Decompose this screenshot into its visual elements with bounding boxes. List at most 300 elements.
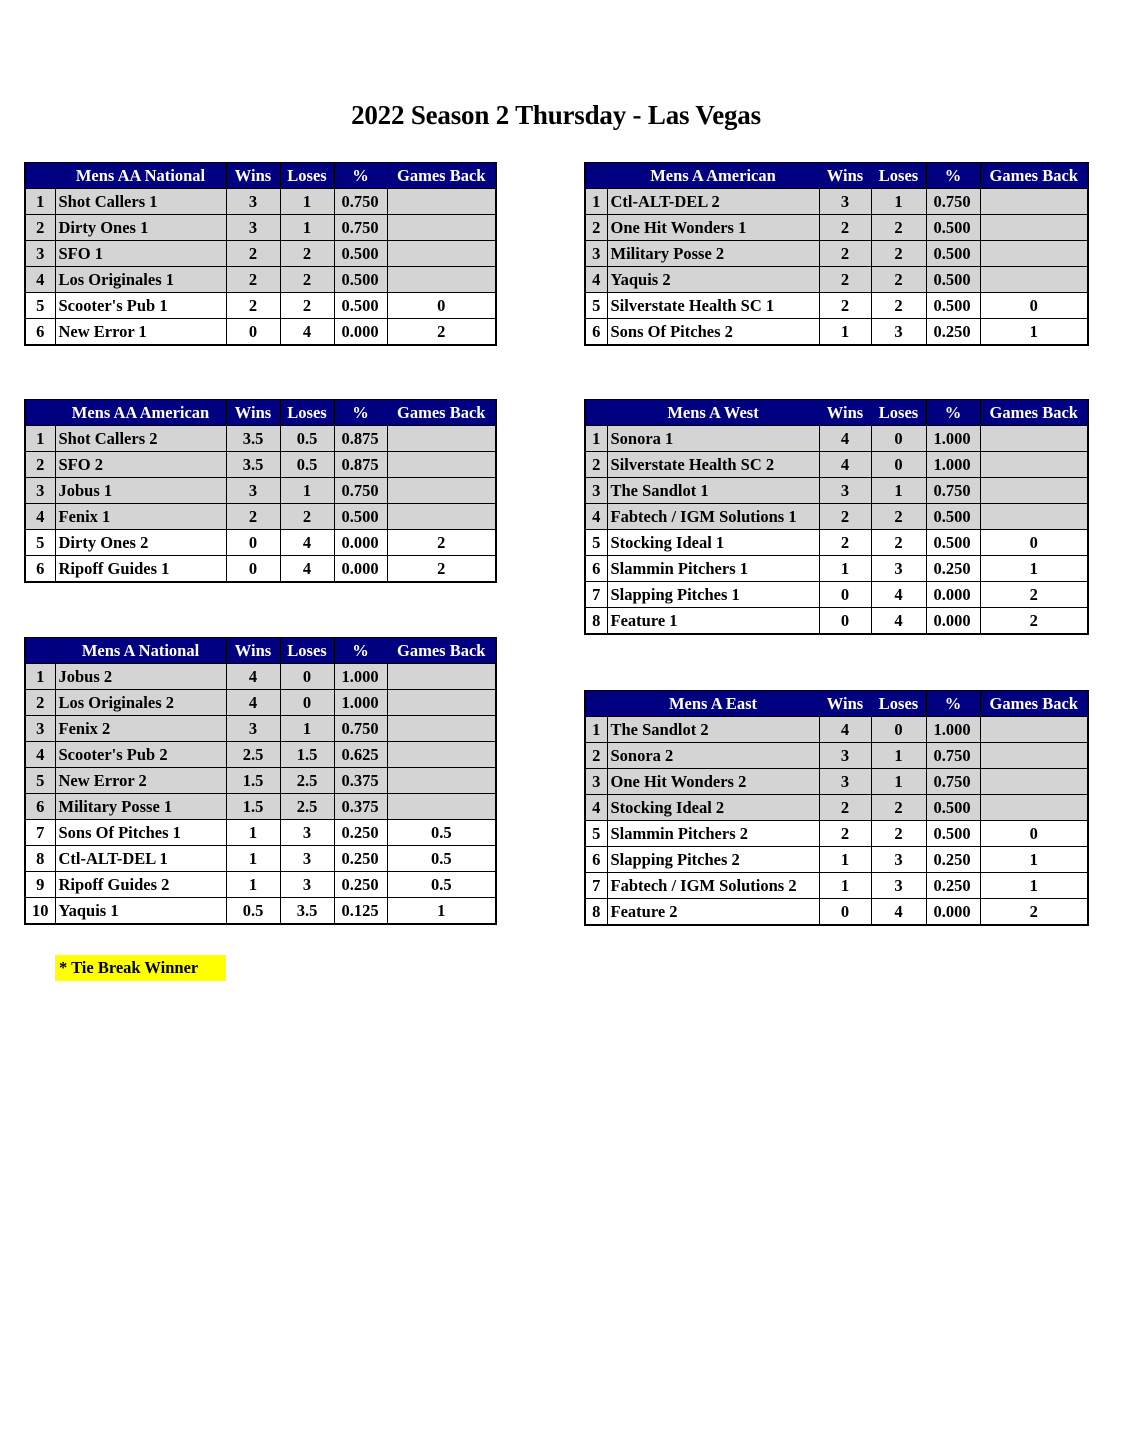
pct-cell: 0.500 (334, 504, 387, 530)
games-back-cell (387, 478, 496, 504)
team-name-cell: Slammin Pitchers 1 (607, 556, 819, 582)
games-back-cell (980, 795, 1088, 821)
loses-header: Loses (871, 400, 926, 426)
table-row (25, 215, 496, 241)
loses-cell: 2.5 (280, 768, 334, 794)
team-name-cell: New Error 1 (55, 319, 226, 346)
loses-cell: 1 (871, 769, 926, 795)
team-name-cell: Jobus 1 (55, 478, 226, 504)
games-back-cell: 2 (980, 582, 1088, 608)
wins-cell: 4 (819, 717, 871, 743)
table-header-row (25, 400, 496, 426)
table-row (585, 717, 1088, 743)
pct-cell: 0.625 (334, 742, 387, 768)
games-back-header: Games Back (387, 163, 496, 189)
loses-cell: 1 (280, 716, 334, 742)
team-name-cell: Sons Of Pitches 1 (55, 820, 226, 846)
table-header-row (25, 163, 496, 189)
division-name: Mens A West (607, 400, 819, 426)
loses-cell: 2 (871, 504, 926, 530)
team-name-cell: Slapping Pitches 1 (607, 582, 819, 608)
games-back-cell: 1 (980, 847, 1088, 873)
rank-cell: 1 (25, 664, 55, 690)
pct-cell: 0.500 (926, 530, 980, 556)
pct-cell: 0.500 (334, 293, 387, 319)
rank-cell: 1 (25, 426, 55, 452)
games-back-cell (387, 189, 496, 215)
wins-cell: 4 (226, 664, 280, 690)
standings-table-mens-a-east (584, 690, 1089, 926)
pct-cell: 0.000 (334, 319, 387, 346)
wins-header: Wins (226, 163, 280, 189)
table-row (585, 267, 1088, 293)
games-back-header: Games Back (387, 400, 496, 426)
loses-cell: 3 (871, 556, 926, 582)
wins-cell: 3 (819, 478, 871, 504)
rank-cell: 3 (585, 241, 607, 267)
division-name: Mens AA American (55, 400, 226, 426)
rank-cell: 2 (25, 452, 55, 478)
team-name-cell: Los Originales 2 (55, 690, 226, 716)
pct-cell: 0.000 (334, 556, 387, 583)
wins-cell: 3 (226, 215, 280, 241)
team-name-cell: Slapping Pitches 2 (607, 847, 819, 873)
table-header-row (585, 400, 1088, 426)
rank-cell: 7 (25, 820, 55, 846)
wins-cell: 1.5 (226, 768, 280, 794)
wins-cell: 3 (819, 743, 871, 769)
wins-cell: 2 (226, 241, 280, 267)
table-row (25, 742, 496, 768)
rank-header (585, 400, 607, 426)
rank-cell: 3 (25, 716, 55, 742)
wins-cell: 2 (819, 241, 871, 267)
games-back-header: Games Back (980, 163, 1088, 189)
pct-cell: 0.375 (334, 768, 387, 794)
rank-cell: 1 (585, 426, 607, 452)
loses-cell: 0.5 (280, 452, 334, 478)
team-name-cell: Shot Callers 2 (55, 426, 226, 452)
games-back-cell (980, 478, 1088, 504)
games-back-cell (980, 215, 1088, 241)
pct-cell: 0.750 (926, 478, 980, 504)
games-back-cell (387, 267, 496, 293)
wins-header: Wins (819, 163, 871, 189)
wins-cell: 1 (226, 872, 280, 898)
team-name-cell: Dirty Ones 2 (55, 530, 226, 556)
table-row (25, 293, 496, 319)
rank-cell: 4 (25, 504, 55, 530)
team-name-cell: Ripoff Guides 1 (55, 556, 226, 583)
pct-header: % (926, 400, 980, 426)
rank-header (25, 400, 55, 426)
team-name-cell: Shot Callers 1 (55, 189, 226, 215)
wins-cell: 3 (819, 769, 871, 795)
wins-cell: 2 (819, 293, 871, 319)
table-header-row (585, 691, 1088, 717)
team-name-cell: Jobus 2 (55, 664, 226, 690)
wins-cell: 4 (819, 452, 871, 478)
wins-cell: 0 (819, 608, 871, 635)
games-back-header: Games Back (387, 638, 496, 664)
team-name-cell: Ripoff Guides 2 (55, 872, 226, 898)
division-name: Mens A National (55, 638, 226, 664)
table-row (585, 478, 1088, 504)
team-name-cell: Feature 1 (607, 608, 819, 635)
loses-cell: 2 (280, 267, 334, 293)
page-title: 2022 Season 2 Thursday - Las Vegas (351, 100, 761, 130)
team-name-cell: Yaquis 2 (607, 267, 819, 293)
table-row (25, 872, 496, 898)
table-row (585, 319, 1088, 346)
table-row (585, 241, 1088, 267)
table-row (25, 319, 496, 346)
table-row (25, 241, 496, 267)
games-back-cell (980, 504, 1088, 530)
standings-table-mens-aa-national (24, 162, 497, 346)
loses-cell: 0 (871, 426, 926, 452)
pct-cell: 0.500 (926, 795, 980, 821)
pct-header: % (334, 163, 387, 189)
loses-cell: 2 (871, 795, 926, 821)
wins-cell: 3.5 (226, 426, 280, 452)
table-row (585, 215, 1088, 241)
wins-header: Wins (819, 400, 871, 426)
table-row (25, 189, 496, 215)
wins-cell: 0 (226, 556, 280, 583)
pct-cell: 0.000 (334, 530, 387, 556)
rank-cell: 4 (25, 267, 55, 293)
team-name-cell: Feature 2 (607, 899, 819, 926)
team-name-cell: One Hit Wonders 2 (607, 769, 819, 795)
tie-break-note: * Tie Break Winner (55, 955, 226, 981)
table-row (585, 189, 1088, 215)
games-back-cell (387, 504, 496, 530)
table-row (25, 794, 496, 820)
team-name-cell: The Sandlot 1 (607, 478, 819, 504)
pct-cell: 0.500 (926, 241, 980, 267)
loses-cell: 1 (871, 478, 926, 504)
rank-cell: 5 (585, 293, 607, 319)
table-row (585, 556, 1088, 582)
rank-cell: 6 (585, 319, 607, 346)
loses-cell: 2 (871, 821, 926, 847)
pct-cell: 0.500 (334, 267, 387, 293)
team-name-cell: Yaquis 1 (55, 898, 226, 925)
loses-cell: 1 (280, 189, 334, 215)
rank-cell: 1 (585, 189, 607, 215)
team-name-cell: Dirty Ones 1 (55, 215, 226, 241)
games-back-cell: 2 (387, 556, 496, 583)
games-back-cell: 0.5 (387, 846, 496, 872)
table-header-row (585, 163, 1088, 189)
wins-cell: 1 (819, 319, 871, 346)
table-row (25, 504, 496, 530)
loses-cell: 3 (280, 846, 334, 872)
team-name-cell: Los Originales 1 (55, 267, 226, 293)
wins-cell: 0 (226, 319, 280, 346)
games-back-cell: 0.5 (387, 872, 496, 898)
loses-cell: 2 (871, 530, 926, 556)
games-back-cell: 1 (980, 873, 1088, 899)
games-back-cell (387, 215, 496, 241)
games-back-cell (387, 742, 496, 768)
pct-cell: 0.250 (926, 847, 980, 873)
wins-cell: 2 (226, 267, 280, 293)
wins-cell: 2 (819, 215, 871, 241)
loses-cell: 2 (280, 241, 334, 267)
pct-cell: 0.875 (334, 452, 387, 478)
loses-cell: 0 (871, 452, 926, 478)
games-back-cell: 0 (980, 821, 1088, 847)
rank-cell: 4 (585, 267, 607, 293)
rank-cell: 5 (25, 530, 55, 556)
table-row (585, 769, 1088, 795)
loses-cell: 2 (871, 215, 926, 241)
loses-header: Loses (871, 163, 926, 189)
games-back-cell: 2 (980, 899, 1088, 926)
pct-cell: 0.500 (926, 215, 980, 241)
rank-cell: 4 (585, 504, 607, 530)
table-row (25, 664, 496, 690)
table-row (585, 899, 1088, 926)
table-row (25, 478, 496, 504)
table-row (585, 873, 1088, 899)
pct-cell: 1.000 (334, 690, 387, 716)
team-name-cell: Scooter's Pub 2 (55, 742, 226, 768)
loses-cell: 3 (871, 319, 926, 346)
pct-cell: 0.750 (334, 189, 387, 215)
rank-cell: 2 (585, 452, 607, 478)
table-row (585, 821, 1088, 847)
table-row (585, 426, 1088, 452)
table-row (585, 530, 1088, 556)
games-back-cell: 1 (387, 898, 496, 925)
rank-cell: 8 (585, 899, 607, 926)
rank-header (25, 638, 55, 664)
wins-cell: 4 (819, 426, 871, 452)
loses-cell: 1.5 (280, 742, 334, 768)
games-back-cell (980, 452, 1088, 478)
pct-cell: 1.000 (926, 717, 980, 743)
pct-cell: 0.250 (334, 846, 387, 872)
loses-cell: 4 (280, 530, 334, 556)
wins-cell: 2 (226, 504, 280, 530)
team-name-cell: New Error 2 (55, 768, 226, 794)
rank-cell: 7 (585, 582, 607, 608)
rank-header (25, 163, 55, 189)
wins-cell: 3 (226, 189, 280, 215)
wins-cell: 2.5 (226, 742, 280, 768)
table-row (585, 504, 1088, 530)
games-back-header: Games Back (980, 691, 1088, 717)
rank-header (585, 691, 607, 717)
rank-cell: 3 (25, 241, 55, 267)
rank-cell: 5 (585, 821, 607, 847)
games-back-cell (387, 241, 496, 267)
games-back-cell (387, 794, 496, 820)
pct-cell: 0.250 (926, 873, 980, 899)
table-row (25, 898, 496, 925)
table-row (585, 293, 1088, 319)
rank-cell: 8 (585, 608, 607, 635)
table-row (25, 716, 496, 742)
team-name-cell: Military Posse 1 (55, 794, 226, 820)
wins-header: Wins (226, 638, 280, 664)
table-row (25, 846, 496, 872)
rank-cell: 1 (585, 717, 607, 743)
games-back-cell (980, 743, 1088, 769)
team-name-cell: Fenix 2 (55, 716, 226, 742)
wins-cell: 2 (819, 821, 871, 847)
loses-cell: 3 (280, 872, 334, 898)
team-name-cell: Silverstate Health SC 1 (607, 293, 819, 319)
team-name-cell: Sons Of Pitches 2 (607, 319, 819, 346)
loses-cell: 3 (871, 873, 926, 899)
table-row (585, 847, 1088, 873)
loses-cell: 0 (280, 664, 334, 690)
loses-cell: 2 (871, 293, 926, 319)
pct-cell: 0.250 (926, 319, 980, 346)
pct-cell: 1.000 (926, 452, 980, 478)
rank-cell: 9 (25, 872, 55, 898)
loses-cell: 1 (280, 478, 334, 504)
team-name-cell: One Hit Wonders 1 (607, 215, 819, 241)
team-name-cell: Scooter's Pub 1 (55, 293, 226, 319)
pct-cell: 0.750 (926, 769, 980, 795)
rank-cell: 6 (25, 794, 55, 820)
pct-cell: 0.750 (334, 215, 387, 241)
rank-cell: 8 (25, 846, 55, 872)
games-back-cell (387, 664, 496, 690)
table-row (25, 452, 496, 478)
games-back-cell (980, 267, 1088, 293)
wins-cell: 2 (226, 293, 280, 319)
pct-cell: 0.125 (334, 898, 387, 925)
rank-cell: 6 (25, 319, 55, 346)
rank-cell: 5 (25, 768, 55, 794)
rank-cell: 2 (585, 743, 607, 769)
pct-header: % (926, 691, 980, 717)
pct-cell: 0.000 (926, 582, 980, 608)
standings-table-mens-a-american (584, 162, 1089, 346)
wins-cell: 0 (819, 899, 871, 926)
table-row (25, 556, 496, 583)
pct-cell: 0.500 (926, 504, 980, 530)
games-back-cell (387, 690, 496, 716)
rank-cell: 6 (25, 556, 55, 583)
wins-header: Wins (819, 691, 871, 717)
loses-cell: 4 (871, 608, 926, 635)
standings-table-mens-a-west (584, 399, 1089, 635)
wins-cell: 1 (819, 873, 871, 899)
wins-cell: 0 (819, 582, 871, 608)
pct-cell: 0.875 (334, 426, 387, 452)
division-name: Mens A East (607, 691, 819, 717)
table-row (585, 795, 1088, 821)
rank-cell: 3 (25, 478, 55, 504)
rank-cell: 5 (585, 530, 607, 556)
games-back-cell: 1 (980, 556, 1088, 582)
team-name-cell: Slammin Pitchers 2 (607, 821, 819, 847)
division-name: Mens A American (607, 163, 819, 189)
pct-cell: 1.000 (334, 664, 387, 690)
team-name-cell: Silverstate Health SC 2 (607, 452, 819, 478)
games-back-cell (980, 426, 1088, 452)
wins-cell: 3 (226, 478, 280, 504)
games-back-cell: 1 (980, 319, 1088, 346)
pct-header: % (334, 638, 387, 664)
rank-cell: 7 (585, 873, 607, 899)
pct-cell: 0.500 (926, 821, 980, 847)
table-row (25, 426, 496, 452)
rank-cell: 3 (585, 478, 607, 504)
loses-cell: 4 (871, 899, 926, 926)
loses-cell: 0 (280, 690, 334, 716)
pct-header: % (926, 163, 980, 189)
wins-cell: 3 (819, 189, 871, 215)
games-back-cell (387, 426, 496, 452)
wins-cell: 3.5 (226, 452, 280, 478)
games-back-cell (980, 189, 1088, 215)
loses-cell: 0 (871, 717, 926, 743)
rank-cell: 10 (25, 898, 55, 925)
table-row (25, 768, 496, 794)
team-name-cell: SFO 2 (55, 452, 226, 478)
loses-cell: 2 (280, 293, 334, 319)
rank-header (585, 163, 607, 189)
loses-header: Loses (280, 400, 334, 426)
pct-cell: 0.500 (926, 267, 980, 293)
games-back-cell: 0 (387, 293, 496, 319)
team-name-cell: Military Posse 2 (607, 241, 819, 267)
rank-cell: 4 (585, 795, 607, 821)
loses-cell: 2.5 (280, 794, 334, 820)
pct-cell: 0.500 (334, 241, 387, 267)
pct-cell: 0.250 (926, 556, 980, 582)
pct-cell: 0.750 (926, 189, 980, 215)
team-name-cell: SFO 1 (55, 241, 226, 267)
rank-cell: 2 (25, 690, 55, 716)
loses-cell: 4 (871, 582, 926, 608)
rank-cell: 2 (585, 215, 607, 241)
games-back-header: Games Back (980, 400, 1088, 426)
division-name: Mens AA National (55, 163, 226, 189)
loses-cell: 4 (280, 319, 334, 346)
games-back-cell: 0 (980, 293, 1088, 319)
table-row (25, 267, 496, 293)
games-back-cell (387, 452, 496, 478)
wins-cell: 2 (819, 267, 871, 293)
team-name-cell: Sonora 2 (607, 743, 819, 769)
rank-cell: 1 (25, 189, 55, 215)
wins-cell: 2 (819, 795, 871, 821)
wins-cell: 1.5 (226, 794, 280, 820)
table-row (585, 582, 1088, 608)
pct-cell: 0.250 (334, 872, 387, 898)
team-name-cell: Fabtech / IGM Solutions 1 (607, 504, 819, 530)
games-back-cell: 2 (387, 530, 496, 556)
games-back-cell (980, 769, 1088, 795)
team-name-cell: Stocking Ideal 2 (607, 795, 819, 821)
pct-cell: 0.750 (334, 478, 387, 504)
loses-cell: 1 (871, 743, 926, 769)
pct-cell: 0.750 (926, 743, 980, 769)
pct-header: % (334, 400, 387, 426)
games-back-cell (980, 717, 1088, 743)
games-back-cell: 0.5 (387, 820, 496, 846)
loses-header: Loses (280, 638, 334, 664)
